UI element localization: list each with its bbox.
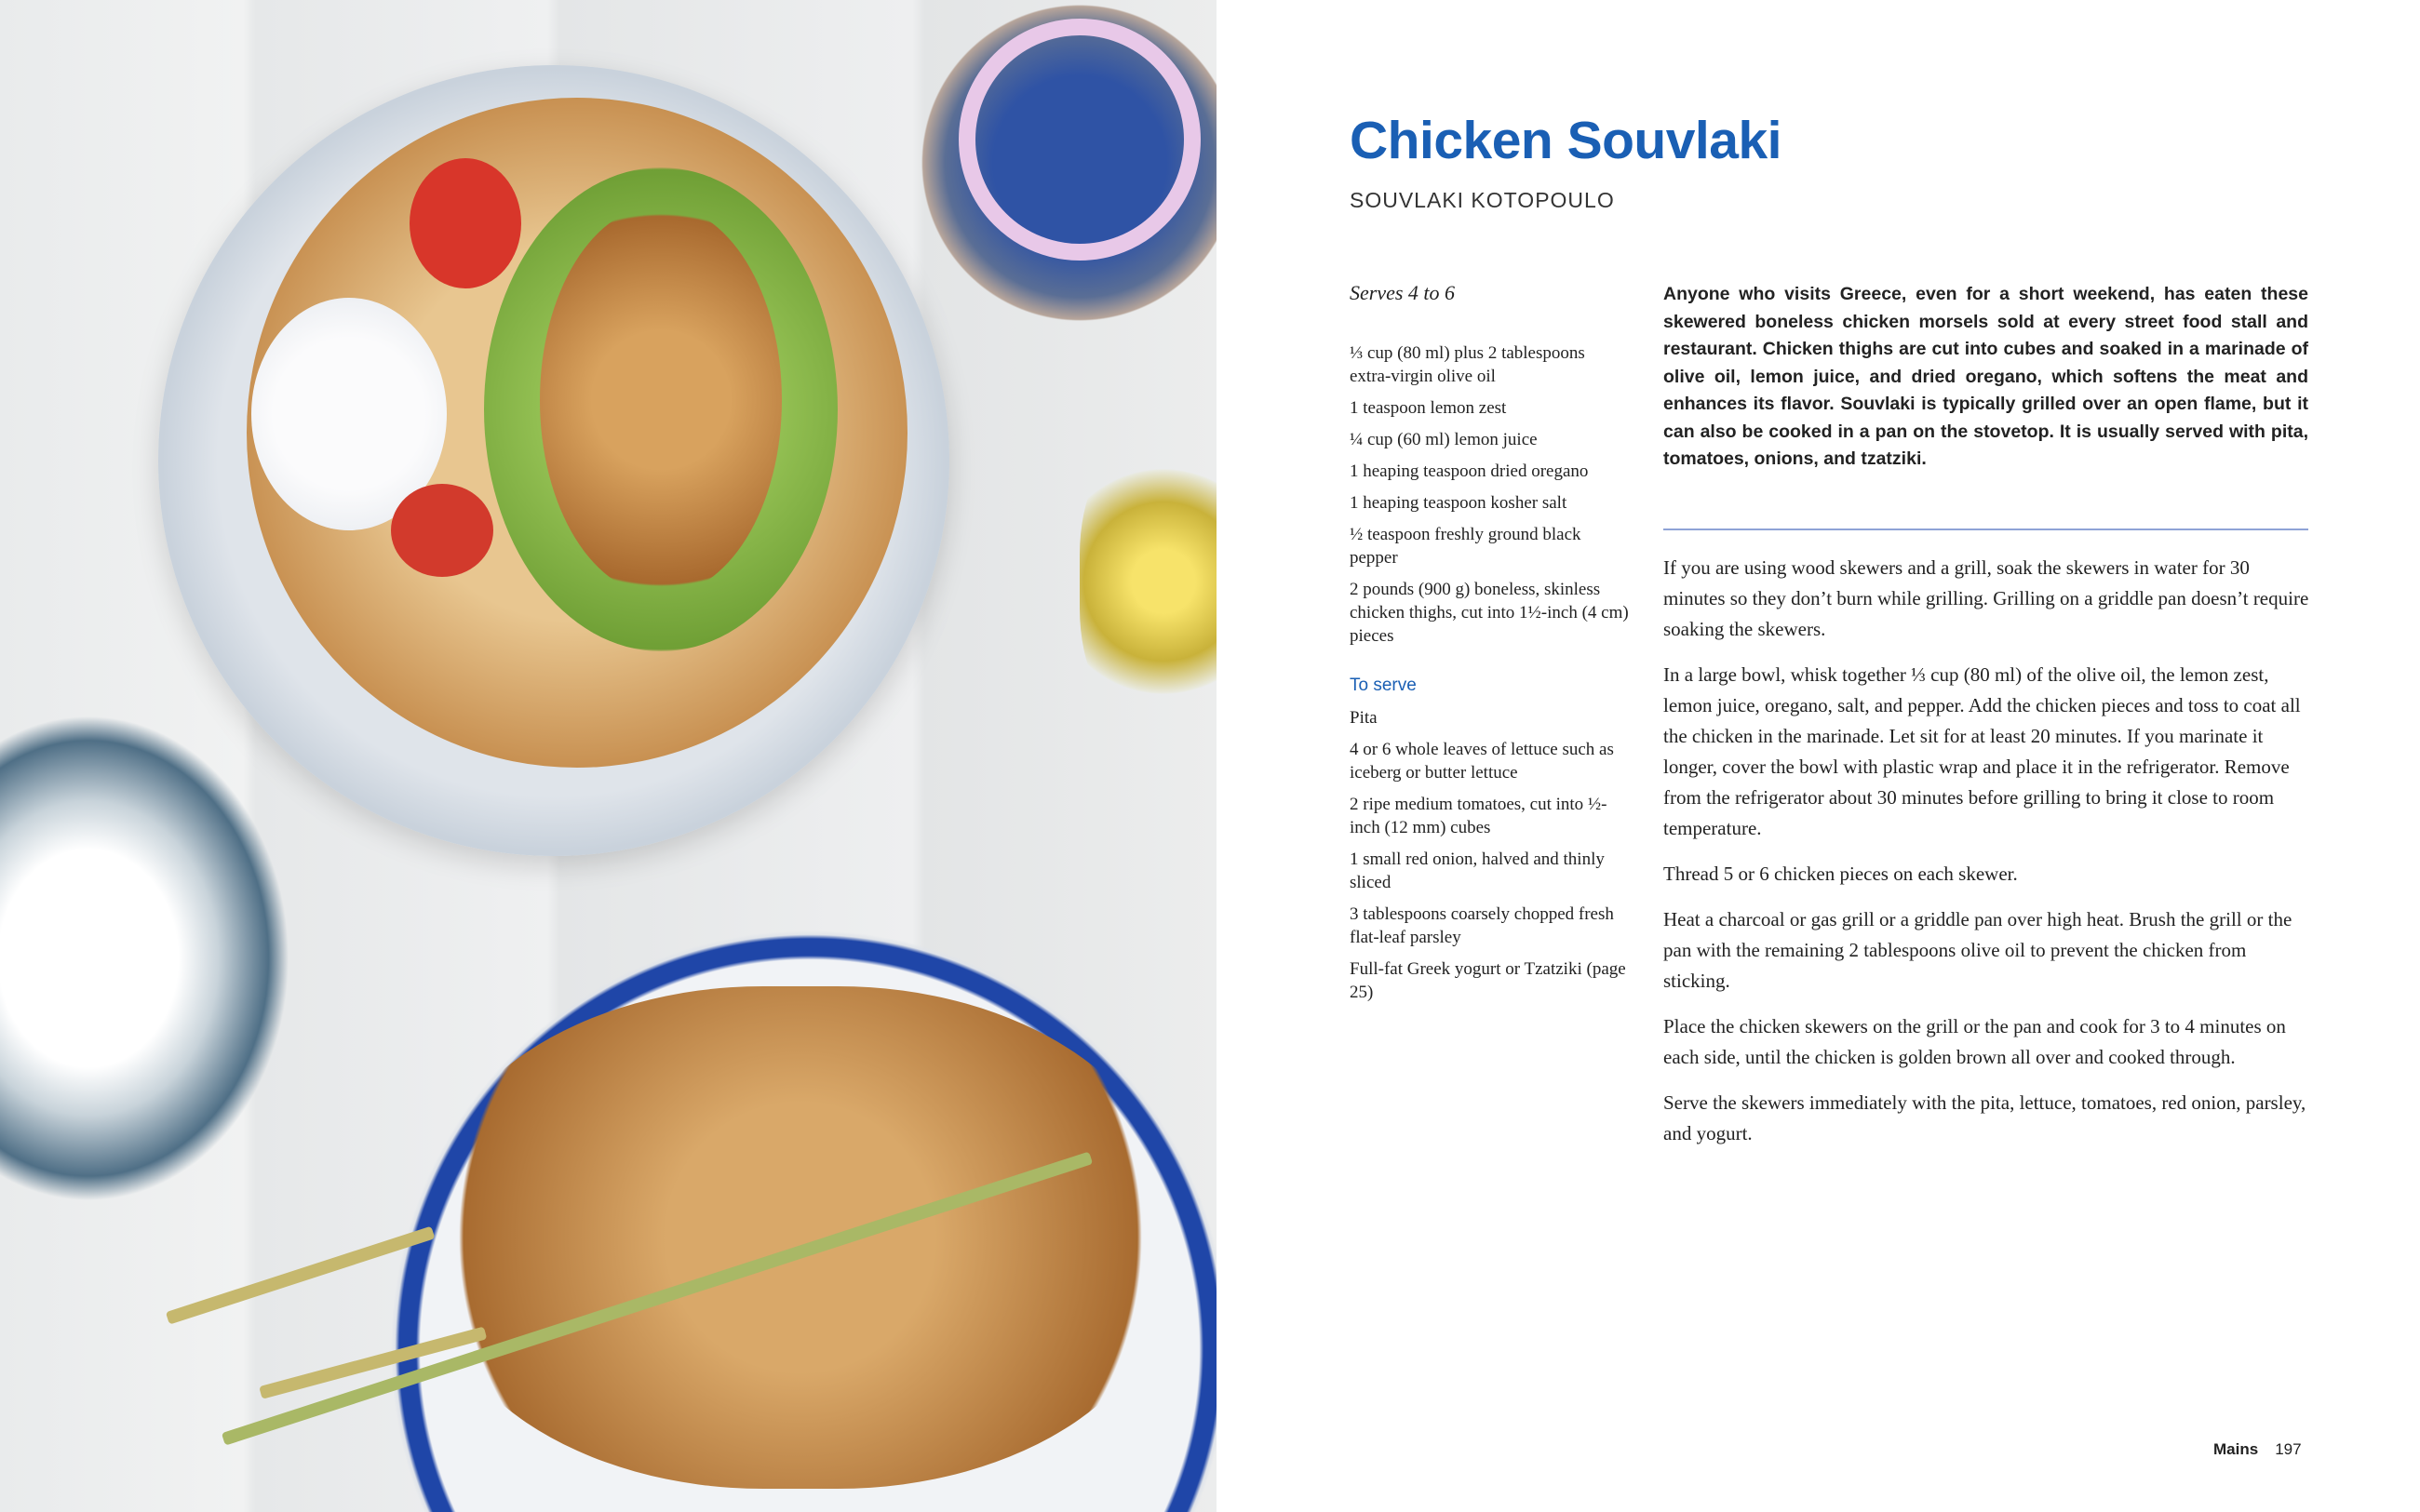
method-step: Place the chicken skewers on the grill or the pan and cook for 3 to 4 minutes on each side, until the chicken is golden brown all over and cooked through.	[1663, 1015, 2286, 1068]
method-step: If you are using wood skewers and a grill, soak the skewers in water for 30 minutes so they don’t burn while grilling. Grilling on a griddle pan doesn’t require soaking the skewers.	[1663, 556, 2309, 640]
to-serve-item: Full-fat Greek yogurt or Tzatziki (page 25)	[1350, 959, 1626, 1002]
method-steps	[1663, 553, 2315, 1164]
serves-text: Serves 4 to 6	[1350, 281, 1456, 304]
section-name: Mains	[2213, 1440, 2259, 1458]
ingredient-item: ¼ cup (60 ml) lemon juice	[1350, 430, 1538, 449]
method-step: Serve the skewers immediately with the pita, lettuce, tomatoes, red onion, parsley, and yogurt.	[1663, 1091, 2306, 1144]
tomato	[391, 484, 493, 577]
ingredient-item: 1 teaspoon lemon zest	[1350, 398, 1507, 418]
ingredient-item: ⅓ cup (80 ml) plus 2 tablespoons extra-virgin olive oil	[1350, 343, 1585, 386]
to-serve-item: 3 tablespoons coarsely chopped fresh flat-leaf parsley	[1350, 904, 1614, 947]
onion-rings	[959, 19, 1201, 261]
to-serve-item: 2 ripe medium tomatoes, cut into ½-inch (12 mm) cubes	[1350, 795, 1607, 837]
to-serve-list	[1350, 706, 1629, 1004]
ingredient-item: ½ teaspoon freshly ground black pepper	[1350, 525, 1581, 568]
method-step: Thread 5 or 6 chicken pieces on each skewer.	[1663, 863, 2018, 885]
page-number: 197	[2275, 1440, 2302, 1458]
page-footer	[2213, 1440, 2302, 1459]
chicken-pieces	[540, 205, 782, 595]
ingredient-item: 1 heaping teaspoon kosher salt	[1350, 493, 1567, 513]
method-step: In a large bowl, whisk together ⅓ cup (80 ml) of the olive oil, the lemon zest, lemon juice, oregano, salt, and pepper. Add the chicken pieces and toss to coat all the chicken in the marinade. Let sit for at least 20 minutes. If you marinate it longer, cover the bowl with plastic wrap and place it in the refrigerator. Remove from the refrigerator about 30 minutes before grilling to bring it close to room temperature.	[1663, 663, 2301, 839]
tomato	[410, 158, 521, 288]
to-serve-item: Pita	[1350, 708, 1378, 728]
recipe-intro: Anyone who visits Greece, even for a short weekend, has eaten these skewered boneless chicken morsels sold at every street food stall and restaurant. Chicken thighs are cut into cubes and soaked in a marinade of olive oil, lemon juice, and dried oregano, which softens the meat and enhances its flavor. Souvlaki is typically grilled over an open flame, but it can also be cooked in a pan on the stovetop. It is usually served with pita, tomatoes, onions, and tzatziki.	[1663, 284, 2308, 469]
method-step: Heat a charcoal or gas grill or a griddle pan over high heat. Brush the grill or the pan with the remaining 2 tablespoons olive oil to prevent the chicken from sticking.	[1663, 908, 2292, 992]
ingredient-item: 1 heaping teaspoon dried oregano	[1350, 462, 1589, 481]
olive-oil-glass	[1080, 447, 1217, 716]
chicken-skewers	[428, 986, 1173, 1489]
to-serve-heading: To serve	[1350, 676, 1417, 695]
yogurt-bowl	[0, 716, 289, 1200]
ingredient-item: 2 pounds (900 g) boneless, skinless chicken thighs, cut into 1½-inch (4 cm) pieces	[1350, 580, 1629, 646]
ingredients-column	[1350, 281, 1629, 1012]
recipe-title: Chicken Souvlaki	[1350, 111, 1782, 170]
to-serve-item: 4 or 6 whole leaves of lettuce such as iceberg or butter lettuce	[1350, 740, 1614, 783]
to-serve-item: 1 small red onion, halved and thinly sliced	[1350, 850, 1605, 892]
ingredient-list	[1350, 341, 1629, 648]
divider	[1663, 529, 2308, 530]
recipe-subtitle: SOUVLAKI KOTOPOULO	[1350, 188, 1615, 212]
